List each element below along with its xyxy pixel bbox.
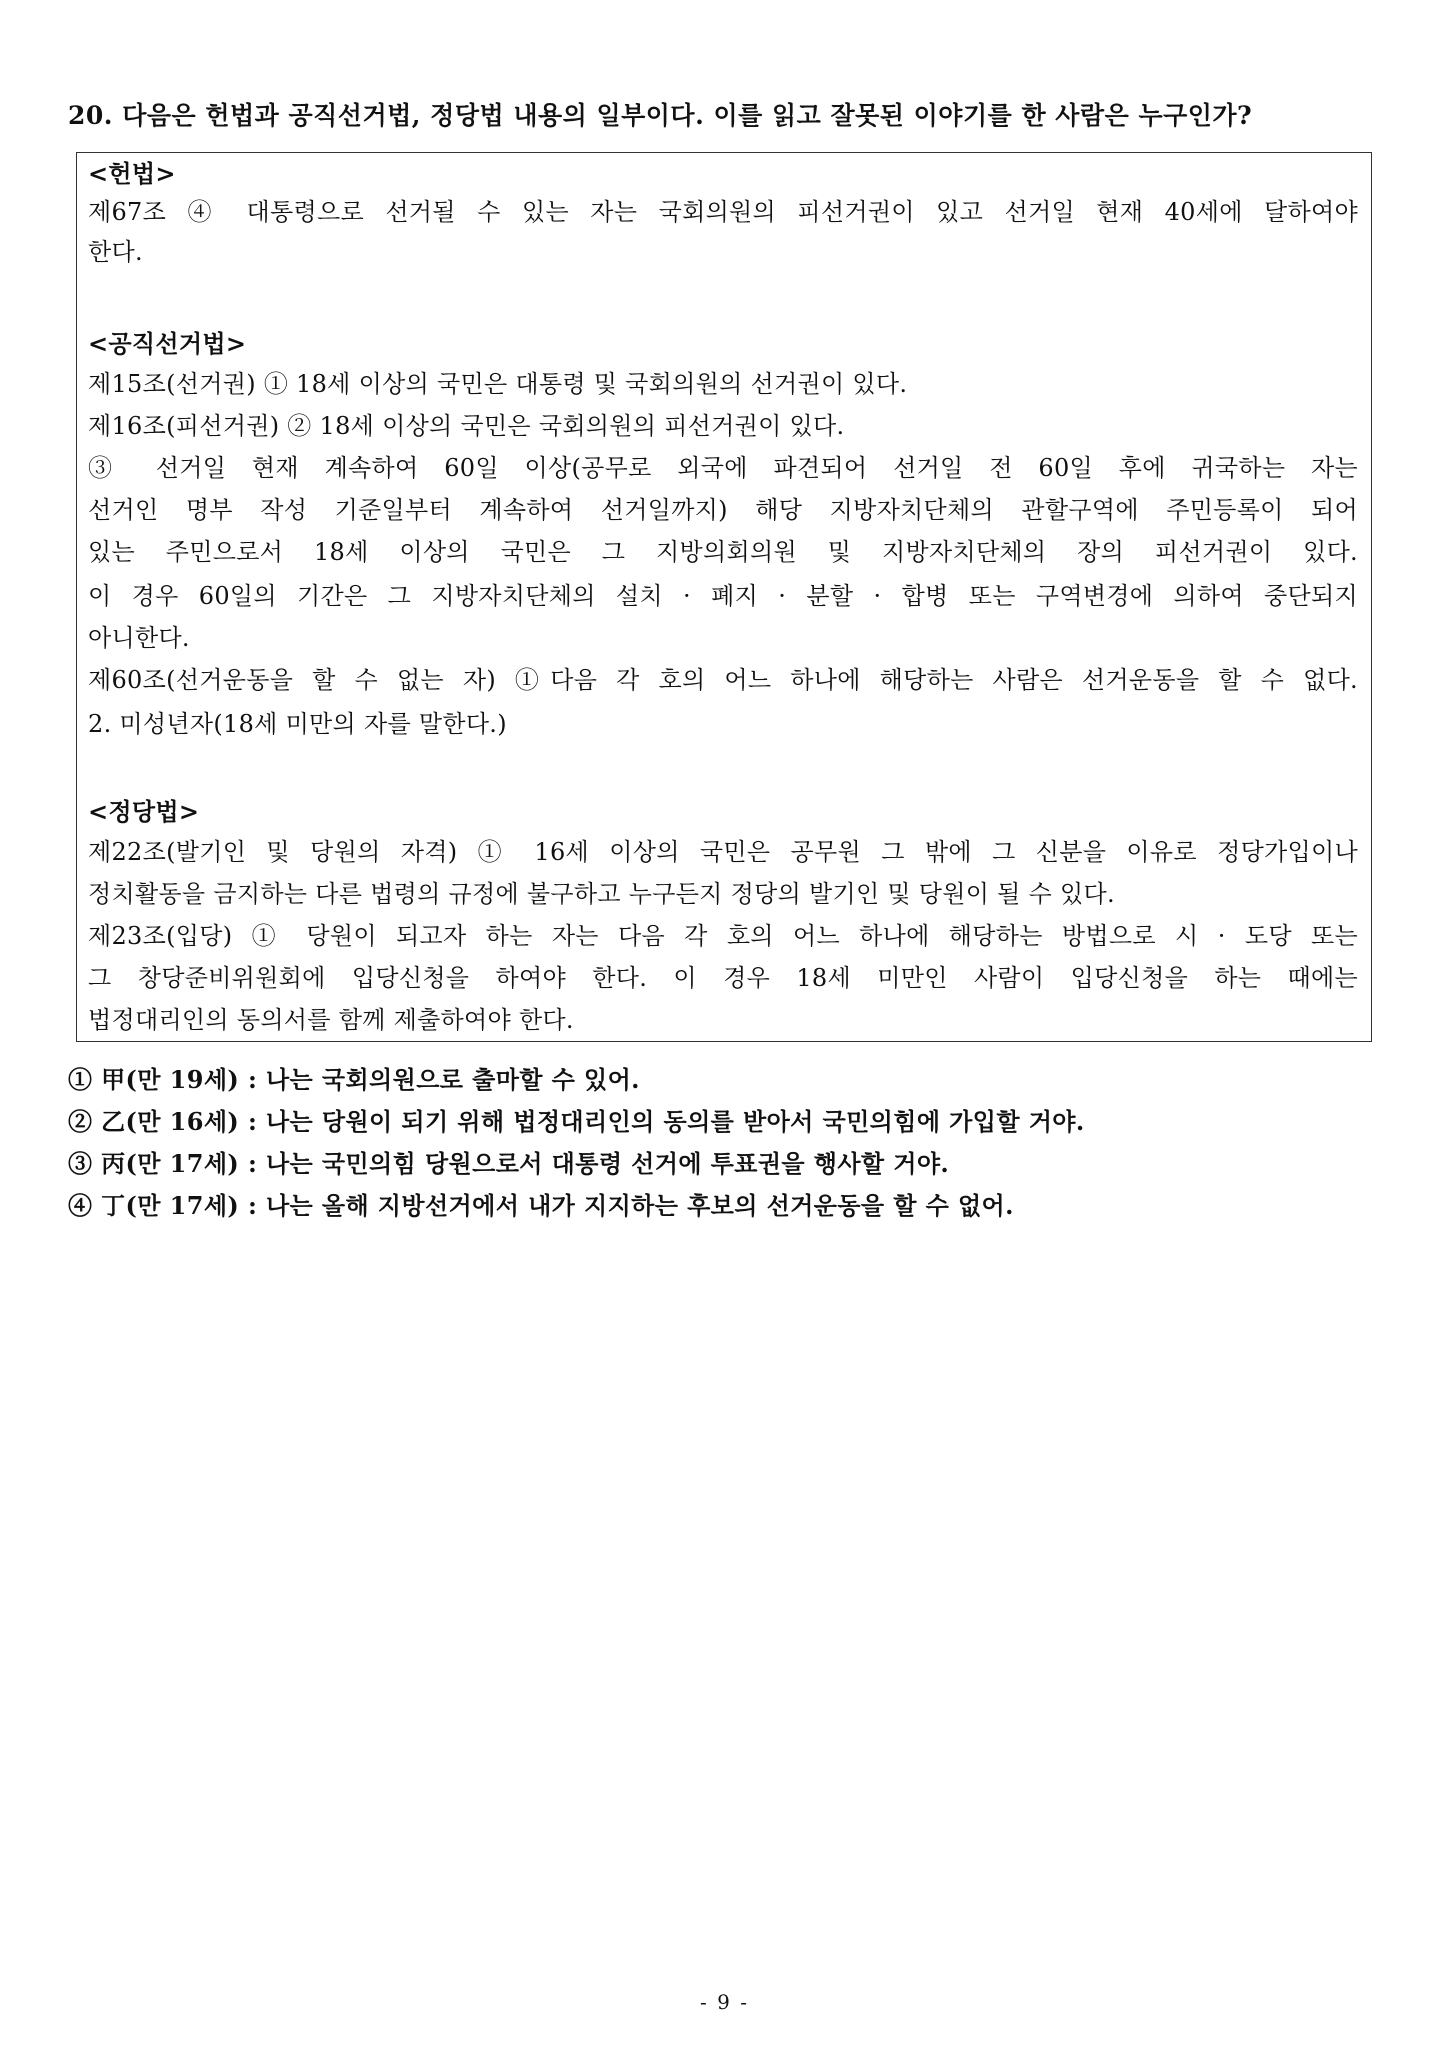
heading-party-act: <정당법> bbox=[88, 797, 200, 826]
heading-election-act: <공직선거법> bbox=[88, 329, 247, 358]
passage-line: 제16조(피선거권) ② 18세 이상의 국민은 국회의원의 피선거권이 있다. bbox=[88, 412, 845, 440]
page-number: - 9 - bbox=[700, 1990, 749, 2014]
passage-line: 선거인 명부 작성 기준일부터 계속하여 선거일까지) 해당 지방자치단체의 관할구역에 주민등록이 되어 bbox=[88, 496, 1358, 524]
passage-line: 법정대리인의 동의서를 함께 제출하여야 한다. bbox=[88, 1006, 574, 1034]
passage-line: 제67조 ④ 대통령으로 선거될 수 있는 자는 국회의원의 피선거권이 있고 선거일 현재 40세에 달하여야 bbox=[88, 198, 1358, 226]
passage-line: 2. 미성년자(18세 미만의 자를 말한다.) bbox=[88, 710, 507, 738]
passage-line: 제23조(입당) ① 당원이 되고자 하는 자는 다음 각 호의 어느 하나에 해당하는 방법으로 시 · 도당 또는 bbox=[88, 922, 1358, 950]
passage-line: 아니한다. bbox=[88, 624, 190, 652]
choice-2: ② 乙(만 16세) : 나는 당원이 되기 위해 법정대리인의 동의를 받아서 국민의힘에 가입할 거야. bbox=[68, 1107, 1085, 1136]
choice-4: ④ 丁(만 17세) : 나는 올해 지방선거에서 내가 지지하는 후보의 선거운동을 할 수 없어. bbox=[68, 1191, 1014, 1220]
passage-line: ③ 선거일 현재 계속하여 60일 이상(공무로 외국에 파견되어 선거일 전 60일 후에 귀국하는 자는 bbox=[88, 454, 1358, 482]
passage-line: 그 창당준비위원회에 입당신청을 하여야 한다. 이 경우 18세 미만인 사람이 입당신청을 하는 때에는 bbox=[88, 964, 1358, 992]
passage-line: 한다. bbox=[88, 238, 143, 266]
passage-line: 제60조(선거운동을 할 수 없는 자) ①다음 각 호의 어느 하나에 해당하는 사람은 선거운동을 할 수 없다. bbox=[88, 666, 1358, 694]
choice-3: ③ 丙(만 17세) : 나는 국민의힘 당원으로서 대통령 선거에 투표권을 행사할 거야. bbox=[68, 1149, 950, 1178]
passage-line: 제15조(선거권) ① 18세 이상의 국민은 대통령 및 국회의원의 선거권이 있다. bbox=[88, 370, 908, 398]
heading-constitution: <헌법> bbox=[88, 159, 176, 188]
passage-line: 제22조(발기인 및 당원의 자격) ① 16세 이상의 국민은 공무원 그 밖에 그 신분을 이유로 정당가입이나 bbox=[88, 838, 1358, 866]
choice-1: ① 甲(만 19세) : 나는 국회의원으로 출마할 수 있어. bbox=[68, 1065, 640, 1094]
passage-line: 정치활동을 금지하는 다른 법령의 규정에 불구하고 누구든지 정당의 발기인 및 당원이 될 수 있다. bbox=[88, 880, 1115, 908]
passage-line: 이 경우 60일의 기간은 그 지방자치단체의 설치 · 폐지 · 분할 · 합병 또는 구역변경에 의하여 중단되지 bbox=[88, 582, 1358, 610]
passage-line: 있는 주민으로서 18세 이상의 국민은 그 지방의회의원 및 지방자치단체의 장의 피선거권이 있다. bbox=[88, 538, 1358, 566]
question-text: 20. 다음은 헌법과 공직선거법, 정당법 내용의 일부이다. 이를 읽고 잘못된 이야기를 한 사람은 누구인가? bbox=[68, 101, 1253, 130]
